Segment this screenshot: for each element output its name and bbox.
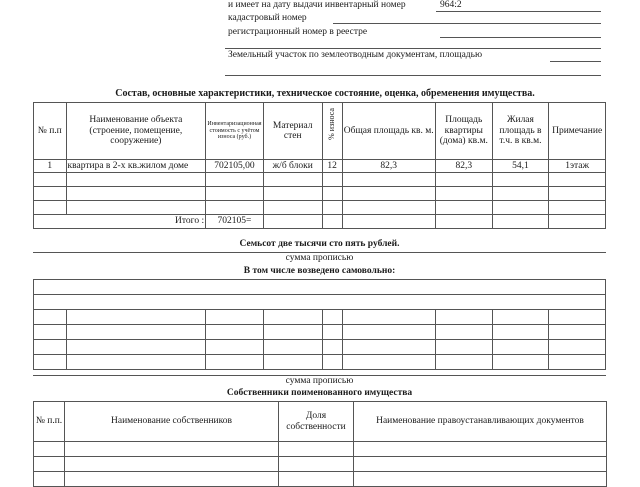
header-row [34,402,607,442]
empty-row [34,340,606,355]
cell: 82,3 [435,160,492,173]
unauthorized-title: В том числе возведено самовольно: [243,266,396,276]
empty-row [34,457,607,472]
owners-table [33,401,607,487]
empty-row [34,472,607,487]
col-header: Доля собственности [279,402,354,442]
land-label: Земельный участок по землеотводным документам, площадью [228,50,483,60]
cell: 82,3 [342,160,435,173]
inventory-label: и имеет на дату выдачи инвентарный номер [228,0,406,10]
col-header: Жилая площадь в т.ч. в кв.м. [492,103,549,160]
table-row [34,160,606,173]
col-header: Наименование правоустанавливающих документов [354,402,607,442]
empty-row [34,295,606,310]
empty-row [34,325,606,340]
col-header: Наименование собственников [65,402,279,442]
owners-title: Собственники поименованного имущества [226,388,413,398]
col-header: % износа [326,107,336,140]
cell: ж/б блоки [263,160,322,173]
composition-title: Состав, основные характеристики, техническое состояние, оценка, обременения имущества. [115,88,535,99]
cadastral-label: кадастровый номер [228,13,307,23]
col-header: Площадь квартиры (дома) кв.м. [435,103,492,160]
land-underline [550,61,601,62]
empty-row [34,355,606,370]
total-row [34,215,606,229]
cell: 54,1 [492,160,549,173]
inventory-value: 964:2 [440,0,462,10]
unauthorized-table [33,279,606,370]
divider [225,48,601,49]
col-header: Общая площадь кв. м. [342,103,435,160]
registry-label: регистрационный номер в реестре [228,27,368,37]
empty-row [34,187,606,201]
registry-underline [440,37,601,38]
sum-caption-2: сумма прописью [285,376,354,386]
col-header: Материал стен [263,103,322,160]
total-value: 702105= [206,215,264,229]
col-header: Наименование объекта (строение, помещение, сооружение) [66,103,206,160]
sum-words: Семьсот две тысячи сто пять рублей. [239,239,400,249]
sum-caption: сумма прописью [285,253,354,263]
cell: 1 [34,160,67,173]
col-header: Инвентаризационная стоимость с учётом износа (руб.) [206,103,264,160]
empty-row [34,173,606,187]
cadastral-underline [333,23,601,24]
cell: 1этаж [549,160,606,173]
inventory-underline [436,11,601,12]
cell: квартира в 2-х кв.жилом доме [66,160,206,173]
empty-row [34,442,607,457]
total-label: Итого : [66,215,206,229]
cell: 12 [322,160,342,173]
composition-table [33,102,606,229]
empty-row [34,280,606,295]
empty-row [34,310,606,325]
col-header: № п.п [34,103,67,160]
header-row [34,103,606,160]
divider [225,75,601,76]
col-header: № п.п. [34,402,65,442]
cell: 702105,00 [206,160,264,173]
empty-row [34,201,606,215]
col-header: Примечание [549,103,606,160]
